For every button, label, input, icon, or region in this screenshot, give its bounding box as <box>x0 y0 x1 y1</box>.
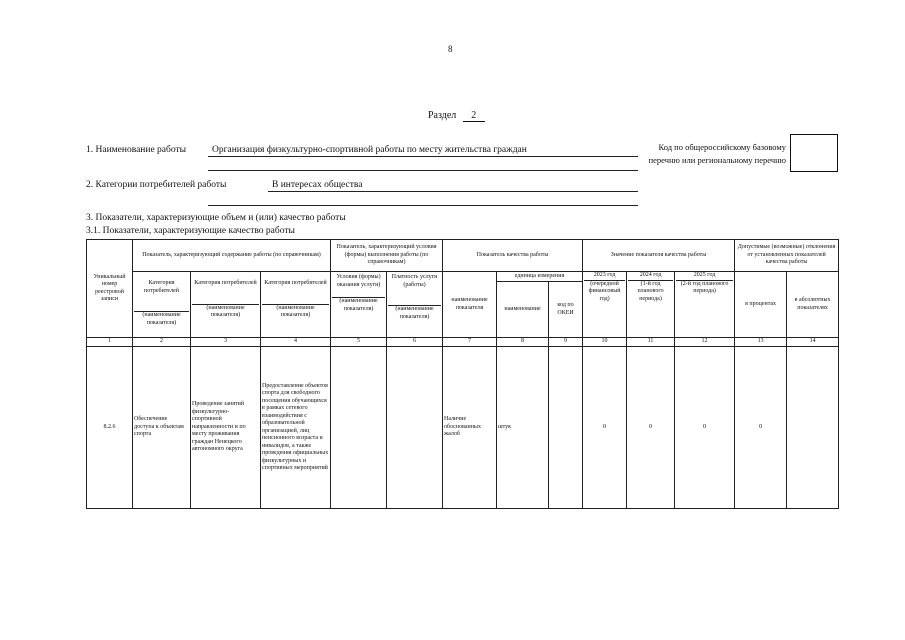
h-conditions: Показатель, характеризующий условия (формы) выполнения работы (по справочникам) <box>331 240 443 272</box>
index-cell: 1 <box>87 338 133 347</box>
h-y2023-sub: (очередной финансовый год) <box>584 280 625 304</box>
h-percent: в процентах <box>735 272 787 338</box>
h-value: Значение показателя качества работы <box>583 240 735 272</box>
quality-heading: 3.1. Показатели, характеризующие качество работы <box>86 226 295 236</box>
cell-c6 <box>387 347 443 509</box>
section-label: Раздел <box>428 110 457 121</box>
indicators-heading: 3. Показатели, характеризующие объем и (или) качество работы <box>86 213 346 223</box>
index-cell: 10 <box>583 338 627 347</box>
cell-c13: 0 <box>735 347 787 509</box>
cell-c14 <box>787 347 839 509</box>
h-cat3-cell <box>261 272 331 338</box>
h-quality: Показатель качества работы <box>443 240 583 272</box>
cell-c10: 0 <box>583 347 627 509</box>
index-cell: 12 <box>675 338 735 347</box>
index-cell: 6 <box>387 338 443 347</box>
h-cat2-cell <box>191 272 261 338</box>
h-cat1-cell <box>133 272 191 338</box>
work-name-underline-2 <box>208 170 638 171</box>
h-freq-cell <box>387 272 443 338</box>
h-content: Показатель, характеризующий содержание работы (по справочникам) <box>133 240 331 272</box>
h-cat3-param: (наименование показателя) <box>262 304 329 320</box>
cell-c9 <box>549 347 583 509</box>
h-cond-param: (наименование показателя) <box>332 297 385 313</box>
index-cell: 7 <box>443 338 497 347</box>
h-cat1: Категория потребителей <box>144 280 179 294</box>
consumer-category-underline <box>268 191 638 192</box>
h-y2025-year: 2025 год <box>693 272 716 278</box>
index-cell: 2 <box>133 338 191 347</box>
h-unit-name: наименование <box>497 282 549 338</box>
h-y2023 <box>583 272 627 338</box>
h-y2023-year: 2023 год <box>593 272 616 278</box>
h-y2024 <box>627 272 675 338</box>
index-cell: 13 <box>735 338 787 347</box>
h-freq-param: (наименование показателя) <box>388 305 441 321</box>
index-cell: 5 <box>331 338 387 347</box>
h-y2024-sub: (1-й год планового периода) <box>628 280 673 304</box>
work-name-underline <box>208 156 638 157</box>
consumer-category-value: В интересах общества <box>272 180 363 190</box>
h-deviation: Допустимые (возможные) отклонения от установленных показателей качества работы <box>735 240 839 272</box>
table-row <box>87 347 839 509</box>
code-label <box>622 141 786 167</box>
h-registry: Уникальный номер реестровой записи <box>87 240 133 338</box>
quality-table <box>86 239 839 509</box>
h-y2024-year: 2024 год <box>639 272 662 278</box>
work-name-label: 1. Наименование работы <box>86 145 187 155</box>
cell-c2: Обеспечение доступа к объектам спорта <box>133 347 191 509</box>
cell-c4: Предоставление объектов спорта для свободного посещения обучающихся в рамках сетевого взаимодействия с образовательной организацией, лиц пенсионного возраста и инвалидов, а также проведения официальных физкультурных и спортивных мероприятий <box>261 347 331 509</box>
cell-c11: 0 <box>627 347 675 509</box>
cell-c8: штук <box>497 347 549 509</box>
h-freq: Платность услуги (работы) <box>391 274 438 288</box>
h-cond: Условия (формы) оказания услуги) <box>336 274 381 288</box>
section-title <box>428 110 485 122</box>
code-label-line2: перечню или региональному перечню <box>648 155 786 165</box>
index-row <box>87 338 839 347</box>
code-box[interactable] <box>790 134 838 172</box>
cell-c3: Проведение занятий физкультурно-спортивной направленности и по месту проживания граждан Ненецкого автономного округа <box>191 347 261 509</box>
h-absolute: в абсолютных показателях <box>787 272 839 338</box>
index-cell: 4 <box>261 338 331 347</box>
h-unit: единица измерения <box>497 272 583 282</box>
h-cond-cell <box>331 272 387 338</box>
cell-registry: 8.2.6 <box>87 347 133 509</box>
index-cell: 3 <box>191 338 261 347</box>
h-y2025 <box>675 272 735 338</box>
index-cell: 11 <box>627 338 675 347</box>
index-cell: 14 <box>787 338 839 347</box>
work-name-value: Организация физкультурно-спортивной работы по месту жительства граждан <box>212 145 527 155</box>
section-number: 2 <box>463 110 485 122</box>
cell-c5 <box>331 347 387 509</box>
cell-c12: 0 <box>675 347 735 509</box>
index-cell: 8 <box>497 338 549 347</box>
page-number: 8 <box>448 44 453 54</box>
h-cat2: Категория потребителей <box>194 280 257 286</box>
h-cat2-param: (наименование показателя) <box>192 304 259 320</box>
cell-c7: Наличие обоснованных жалоб <box>443 347 497 509</box>
h-cat1-param: (наименование показателя) <box>134 311 189 327</box>
consumer-category-underline-2 <box>208 205 638 206</box>
code-label-line1: Код по общероссийскому базовому <box>658 142 786 152</box>
consumer-category-label: 2. Категории потребителей работы <box>86 180 227 190</box>
h-okei: код по ОКЕИ <box>549 282 583 338</box>
h-y2025-sub: (2-й год планового периода) <box>676 280 733 296</box>
index-cell: 9 <box>549 338 583 347</box>
h-indicator-name: наименование показателя <box>443 272 497 338</box>
h-cat3: Категория потребителей <box>264 280 327 286</box>
